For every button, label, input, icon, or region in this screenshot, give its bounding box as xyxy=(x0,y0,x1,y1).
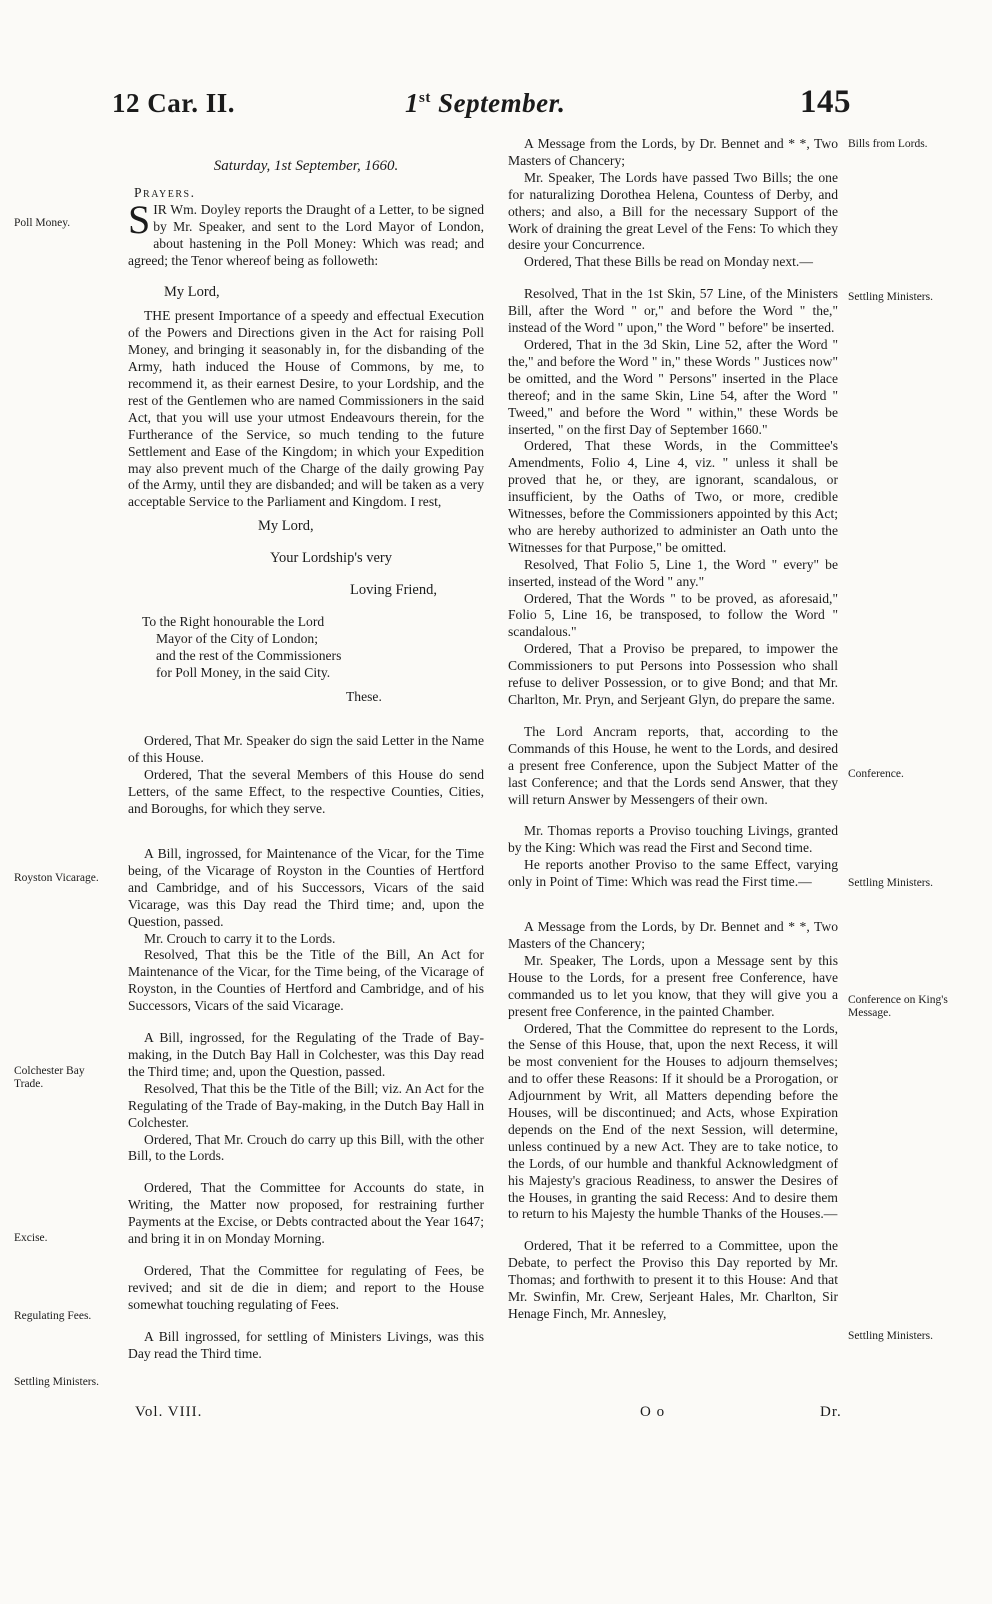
prayers-heading: Prayers. xyxy=(134,184,196,200)
poll-money-report: SIR Wm. Doyley reports the Draught of a Letter, to be signed by Mr. Speaker, and sent to the Lord Mayor of London, about hastening in the Poll Money: Which was read; and agreed; the Tenor whereof being as followeth: xyxy=(128,196,484,268)
margin-note-fees: Regulating Fees. xyxy=(14,1310,92,1322)
lords-message-1: A Message from the Lords, by Dr. Bennet and * *, Two Masters of Chancery; xyxy=(508,136,838,168)
lords-message-2-speaker: Mr. Speaker, The Lords, upon a Message sent by this House to the Lords, for a present free Conference, have commanded us to let you know, that they will give you a present free Conference, in the painted Chamber. xyxy=(508,952,838,1019)
ordered-skin-3: Ordered, That in the 3d Skin, Line 52, after the Word " the," and before the Word " in," these Words " Justices now" be omitted, and the Word " Persons" inserted in the Place thereof; and in the same Skin, Line 54, after the Word " Tweed," and before the Word " within," these Words be inserted, " on the first Day of September 1660." xyxy=(508,336,838,437)
date-month: September. xyxy=(438,88,566,118)
margin-note-ministers-1: Settling Ministers. xyxy=(848,291,933,303)
catchword: Dr. xyxy=(820,1404,842,1420)
lords-message-2: A Message from the Lords, by Dr. Bennet and * *, Two Masters of the Chancery; xyxy=(508,919,838,951)
ancram-report: The Lord Ancram reports, that, according to the Commands of this House, he went to the Lords, and desired a present free Conference, upon the Subject Matter of the last Conference; and that the Lords send Answer, that they will return Answer by Messengers of their own. xyxy=(508,723,838,807)
margin-note-royston: Royston Vicarage. xyxy=(14,872,99,884)
margin-note-ministers-2: Settling Ministers. xyxy=(848,877,933,889)
letter-closing-3: Loving Friend, xyxy=(350,582,437,599)
running-head-left: 12 Car. II. xyxy=(112,88,236,118)
ordered-proviso: Ordered, That a Proviso be prepared, to impower the Commissioners to put Persons into Possession who shall refuse to deliver Possession, or to give Bond; and that Mr. Charlton, Mr. Pryn, and Serjeant Glyn, do prepare the same. xyxy=(508,641,838,707)
right-column xyxy=(508,136,838,1323)
ordered-folio-5: Ordered, That the Words " to be proved, as aforesaid," Folio 5, Line 16, be transposed, to follow the Word " scandalous." xyxy=(508,590,838,640)
colchester-crouch: Ordered, That Mr. Crouch do carry up this Bill, with the other Bill, to the Lords. xyxy=(128,1131,484,1164)
royston-crouch: Mr. Crouch to carry it to the Lords. xyxy=(144,930,336,946)
drop-cap: S xyxy=(128,196,151,242)
running-head-center xyxy=(405,88,565,119)
ordered-folio-4: Ordered, That these Words, in the Committee's Amendments, Folio 4, Line 4, viz. " unless it shall be proved that he, or they, are ignorant, scandalous, or insufficient, by the Oaths of Two, or more, credible Witnesses, before the Commissioners appointed by this Act; who are hereby authorized to administer an Oath unto the Witnesses for that Purpose," be omitted. xyxy=(508,438,838,555)
margin-note-conference: Conference. xyxy=(848,768,904,780)
date-ordinal: st xyxy=(419,90,431,106)
letter-closing-2: Your Lordship's very xyxy=(270,550,392,567)
committee-order: Ordered, That it be referred to a Committee, upon the Debate, to perfect the Proviso this Day reported by Mr. Thomas; and forthwith to present it to this House: And that Mr. Swinfin, Mr. Crew, Serjeant Hales, Mr. Charlton, Sir Henage Finch, Mr. Annesley, xyxy=(508,1238,838,1321)
page-number: 145 xyxy=(800,84,851,120)
thomas-report-2: He reports another Proviso to the same Effect, varying only in Point of Time: Which was read the First time.— xyxy=(508,857,838,890)
resolved-folio-5: Resolved, That Folio 5, Line 1, the Word " every" be inserted, instead of the Word " any." xyxy=(508,556,838,589)
volume-mark: Vol. VIII. xyxy=(135,1404,203,1420)
date-day: 1 xyxy=(405,88,419,118)
letter-salutation: My Lord, xyxy=(164,284,220,301)
ministers-bill: A Bill ingrossed, for settling of Ministers Livings, was this Day read the Third time. xyxy=(128,1328,484,1361)
ordered-send-letters: Ordered, That the several Members of this House do send Letters, of the same Effect, to the respective Counties, Cities, and Boroughs, for which they serve. xyxy=(128,767,484,817)
letter-closing-1: My Lord, xyxy=(258,518,314,535)
royston-title: Resolved, That this be the Title of the Bill, An Act for Maintenance of the Vicar, for the Time being, of the Vicarage of Royston, in the Counties of Hertford and Cambridge, and of his Successors, Vicars of the said Vicarage. xyxy=(128,947,484,1014)
margin-note-colchester: Colchester Bay Trade. xyxy=(14,1065,85,1090)
margin-note-bills-from-lords: Bills from Lords. xyxy=(848,138,928,150)
resolved-skin-1: Resolved, That in the 1st Skin, 57 Line, of the Ministers Bill, after the Word " or," and before the Word " the," instead of the Word " upon," the Word " before" be inserted. xyxy=(508,286,838,336)
margin-note-excise: Excise. xyxy=(14,1232,48,1244)
colchester-title: Resolved, That this be the Title of the Bill; viz. An Act for the Regulating of the Trade of Bay-making, in the Dutch Bay Hall in Colchester. xyxy=(128,1080,484,1130)
thomas-report-1: Mr. Thomas reports a Proviso touching Livings, granted by the King: Which was read the First and Second time. xyxy=(508,823,838,856)
left-column xyxy=(128,136,484,1362)
lords-message-1-speaker: Mr. Speaker, The Lords have passed Two Bills; the one for naturalizing Dorothea Helena, Countess of Derby, and others; and also, a Bill for the necessary Support of the Work of draining the great Level of the Fens: To which they desire your Concurrence. xyxy=(508,169,838,253)
letter-these: These. xyxy=(346,688,382,704)
margin-note-ministers-3: Settling Ministers. xyxy=(848,1330,933,1342)
ordered-sign-letter: Ordered, That Mr. Speaker do sign the said Letter in the Name of this House. xyxy=(128,733,484,766)
royston-bill: A Bill, ingrossed, for Maintenance of the Vicar, for the Time being, of the Vicarage of Royston in the Counties of Hertford and Cambridge, and of his Successors, Vicars of the said Vicarage, was this Day read the Third time; and, upon the Question, passed. xyxy=(128,846,484,929)
excise-order: Ordered, That the Committee for Accounts do state, in Writing, the Matter now proposed, for restraining further Payments at the Excise, or Debts contracted about the Year 1647; and bring it in on Monday Morning. xyxy=(128,1180,484,1247)
fees-order: Ordered, That the Committee for regulating of Fees, be revived; and sit de die in diem; and report to the House somewhat touching regulating of Fees. xyxy=(128,1262,484,1312)
margin-note-kings-message: Conference on King's Message. xyxy=(848,994,948,1019)
signature-mark: O o xyxy=(640,1404,666,1420)
session-date: Saturday, 1st September, 1660. xyxy=(213,158,399,174)
lords-message-1-ordered: Ordered, That these Bills be read on Monday next.— xyxy=(524,254,813,270)
margin-note-ministers-left: Settling Ministers. xyxy=(14,1376,99,1388)
letter-body: THE present Importance of a speedy and effectual Execution of the Powers and Directions given in the Act for raising Poll Money, and bringing it seasonably in, for the disbanding of the Army, hath induced the House of Commons, by me, to recommend it, as their earnest Desire, to your Lordship, and the rest of the Gentlemen who are named Commissioners in the said Act, that you will use your utmost Endeavours therein, for the Furtherance of the Service, so much tending to the future Settlement and Ease of the Kingdom; in which your Expedition may also prevent much of the Charge of the daily growing Pay of the Army, until they are disbanded; and will be taken as a very acceptable Service to the Parliament and Kingdom. I rest, xyxy=(128,308,484,510)
letter-address: To the Right honourable the Lord Mayor of the City of London; and the rest of the Commissioners for Poll Money, in the said City. xyxy=(142,613,342,680)
margin-note-poll-money: Poll Money. xyxy=(14,217,71,229)
colchester-bill: A Bill, ingrossed, for the Regulating of the Trade of Bay-making, in the Dutch Bay Hall in Colchester, was this Day read the Third time; and, upon the Question, passed. xyxy=(128,1030,484,1079)
lords-message-2-ordered: Ordered, That the Committee do represent to the Lords, the Sense of this House, that, upon the next Recess, it will be most convenient for the Houses to adjourn themselves; and to offer these Reasons: If it should be a Prorogation, or Adjournment by Writ, all Matters depending before the Houses, will be discontinued; and Acts, whose Expiration depends on the End of the next Session, will determine, unless continued by a new Act. They are to take notice, to the Lords, of our humble and thankful Acknowledgment of his Majesty's gracious Readiness, to answer the Desires of the Houses, in granting the said Recess: And to desire them to return to his Majesty the humble Thanks of the Houses.— xyxy=(508,1020,838,1222)
